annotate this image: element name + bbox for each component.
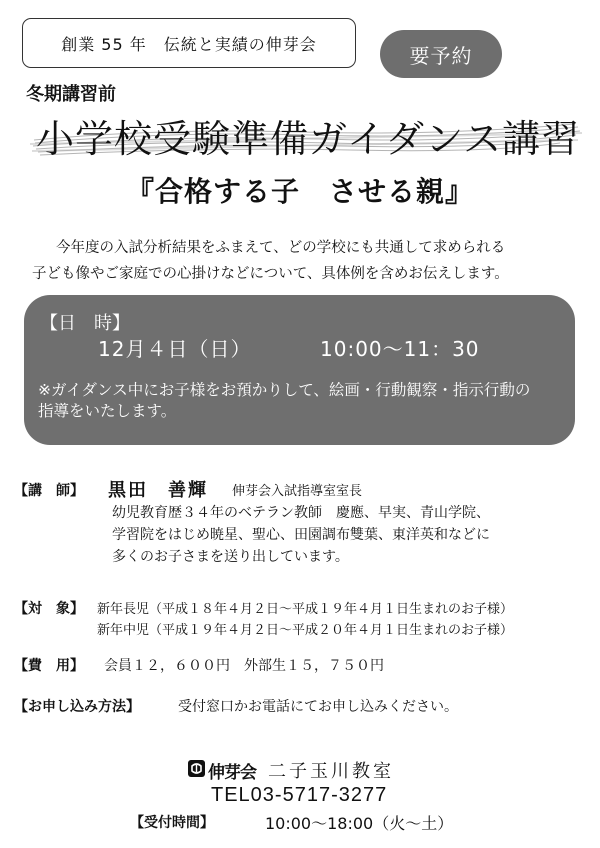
bio-line: 幼児教育歴３４年のベテラン教師 慶應、早実、青山学院、 [112, 505, 490, 521]
reservation-required-badge [380, 30, 502, 78]
main-title: 小学校受験準備ガイダンス講習 [36, 117, 581, 161]
intro-line: 今年度の入試分析結果をふまえて、どの学校にも共通して求められる [56, 240, 506, 256]
hours-label: 【受付時間】 [130, 815, 214, 831]
event-time: 10:00〜11：30 [320, 337, 480, 361]
tagline-box [22, 18, 356, 68]
target-label: 【対 象】 [14, 601, 84, 617]
bio-line: 学習院をはじめ暁星、聖心、田園調布雙葉、東洋英和などに [112, 527, 490, 543]
datetime-label: 【日 時】 [40, 313, 130, 334]
instructor-title: 伸芽会入試指導室室長 [232, 484, 363, 499]
note-line: ※ガイダンス中にお子様をお預かりして、絵画・行動観察・指示行動の [38, 381, 531, 399]
fee-value: 会員１２，６００円 外部生１５，７５０円 [104, 658, 384, 674]
pre-title: 冬期講習前 [26, 84, 116, 105]
hours-value: 10:00〜18:00（火〜土） [265, 814, 454, 833]
shinga-logo-text: 伸芽会 [208, 763, 256, 783]
subtitle: 『合格する子 させる親』 [125, 175, 474, 208]
instructor-label: 【講 師】 [14, 483, 84, 499]
branch-name: 二子玉川教室 [268, 761, 394, 782]
target-item: 新年長児（平成１８年４月２日〜平成１９年４月１日生まれのお子様） [97, 602, 514, 617]
instructor-bio [112, 502, 490, 568]
target-item: 新年中児（平成１９年４月２日〜平成２０年４月１日生まれのお子様） [97, 623, 514, 638]
note-line: 指導をいたします。 [38, 402, 177, 420]
tagline-text: 創業 55 年 伝統と実績の伸芽会 [61, 34, 317, 54]
intro-line: 子ども像やご家庭での心掛けなどについて、具体例を含めお伝えします。 [32, 266, 509, 282]
apply-label: 【お申し込み方法】 [14, 699, 140, 715]
event-date: 12月４日（日） [98, 337, 252, 361]
badge-text: 要予約 [409, 43, 473, 68]
intro-paragraph [32, 235, 576, 287]
phone-number[interactable]: TEL03-5717-3277 [211, 784, 388, 806]
apply-value: 受付窓口かお電話にてお申し込みください。 [178, 699, 458, 715]
instructor-name: 黒田 善輝 [108, 480, 208, 501]
shinga-logo-icon [188, 760, 205, 777]
bio-line: 多くのお子さまを送り出しています。 [112, 549, 349, 565]
fee-label: 【費 用】 [14, 658, 84, 674]
datetime-note [38, 380, 568, 422]
